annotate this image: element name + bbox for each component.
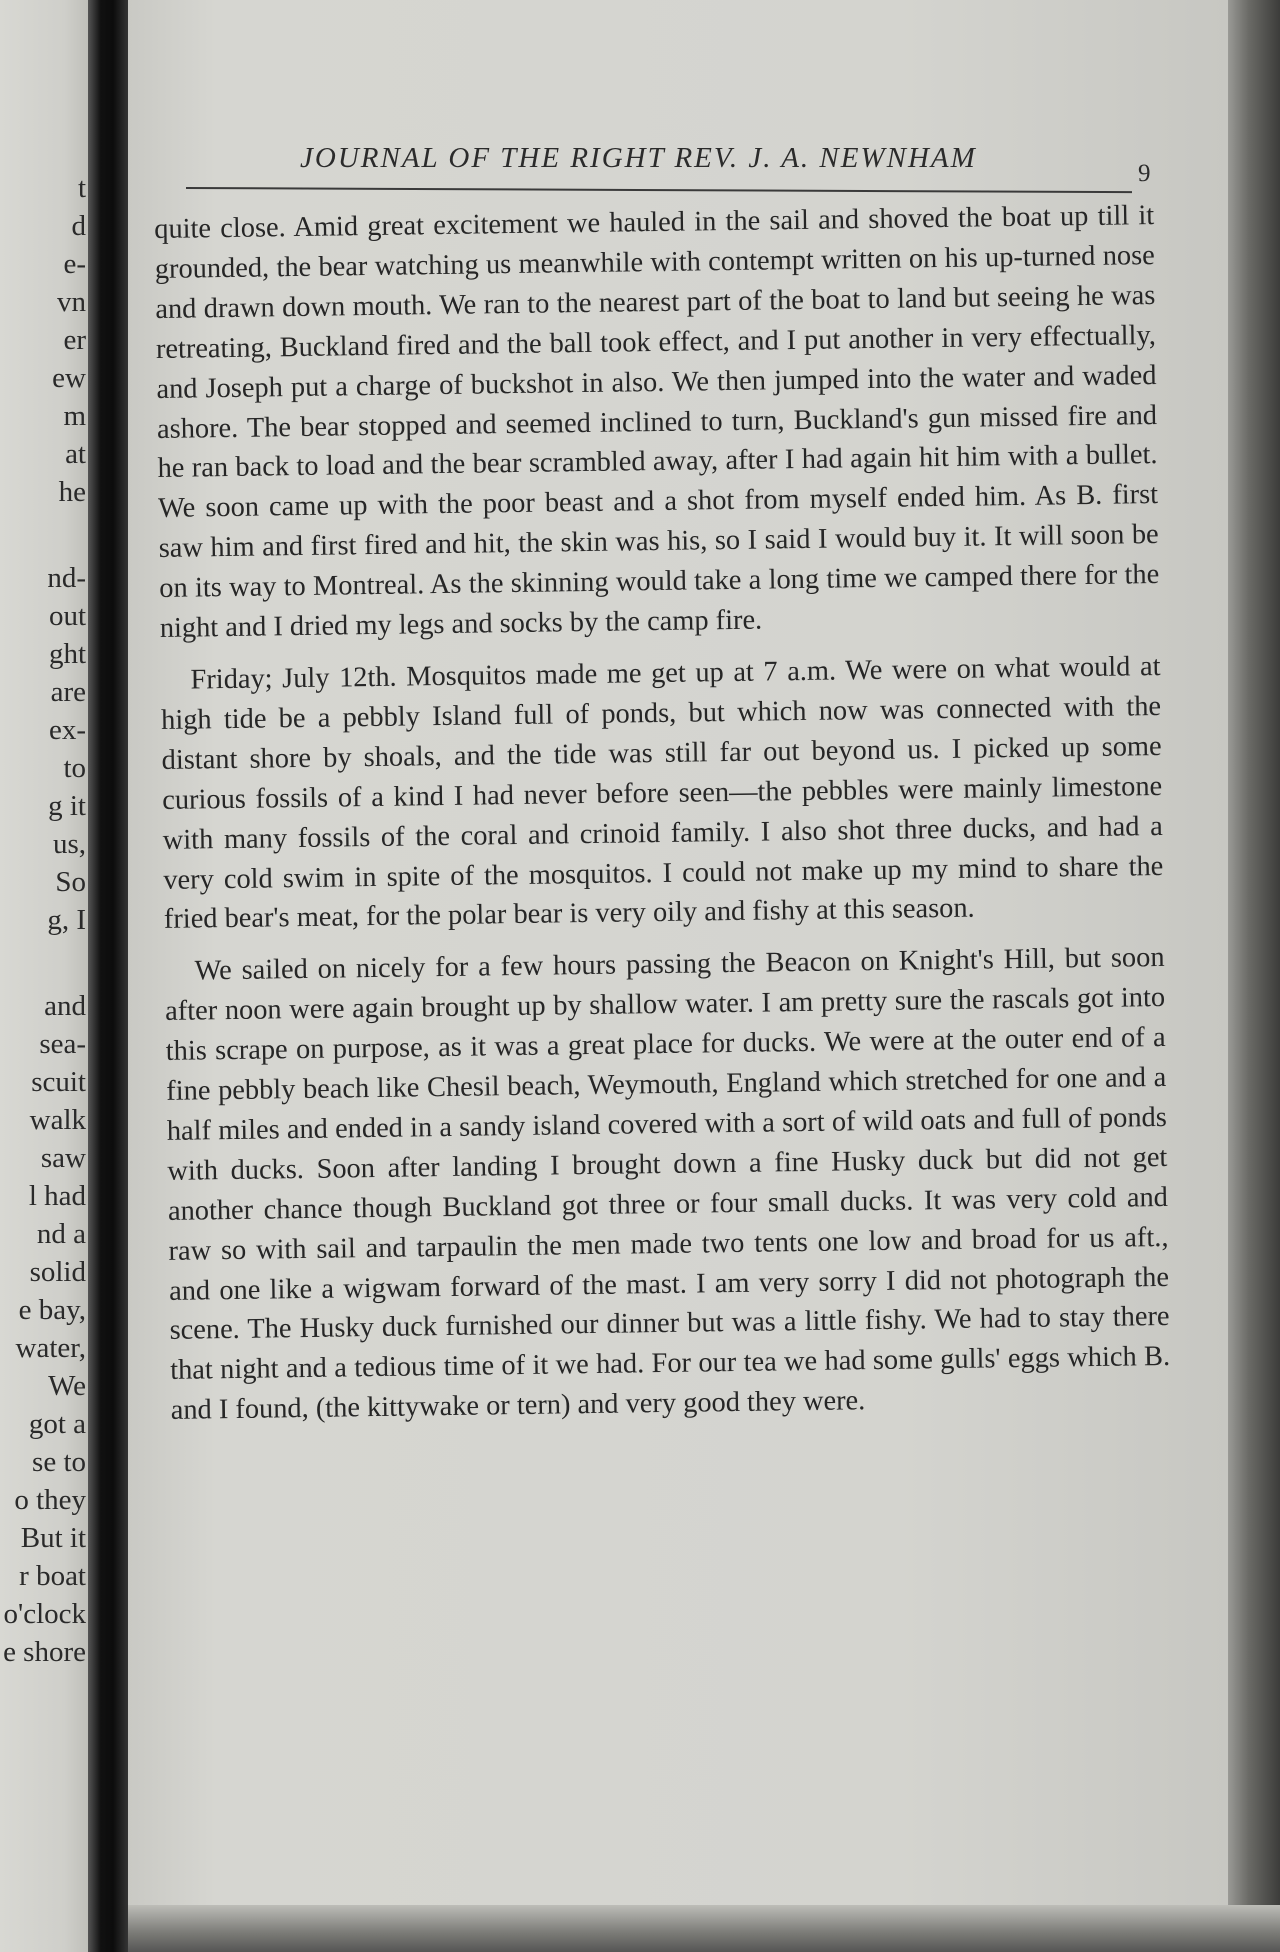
left-page-fragment: sea- [39,1028,86,1060]
left-page-fragment: scuit [31,1066,86,1098]
left-page-fragment: e- [63,248,86,280]
left-page-fragment: solid [29,1256,86,1288]
left-page-fragment: So [55,866,86,898]
paragraph: We sailed on nicely for a few hours passing the Beacon on Knight's Hill, but soon after noon were again brought up by shallow water. I am pretty sure the rascals got into this scrape on purpose, as it was a great place for ducks. We were at the outer end of a fine pebbly beach like Chesil beach, Weymouth, England which stretched for one and a half miles and ended in a sandy island covered with a sort of wild oats and full of ponds with ducks. Soon after landing I brought down a fine Husky duck but did not get another chance though Buckland got three or four small ducks. It was very cold and raw so with sail and tarpaulin the men made two tents one low and broad for us aft., and one like a wigwam forward of the mast. I am very sorry I did not photograph the scene. The Husky duck furnished our dinner but was a little fishy. We had to stay there that night and a tedious time of it we had. For our tea we had some gulls' eggs which B. and I found, (the kittywake or tern) and very good they were. [164,942,1171,1427]
left-page-fragment: saw [40,1142,86,1174]
page-bottom-edge [128,1905,1280,1952]
left-page-fragment: r boat [19,1560,86,1592]
left-page-fragment: and [44,990,86,1022]
left-page-fragment: e shore [3,1636,86,1668]
left-page-fragment: got a [28,1408,86,1440]
left-page-fragment: o'clock [3,1598,86,1630]
left-page-fragment: nd a [36,1218,86,1250]
left-page-fragment: are [50,676,86,708]
left-facing-page [0,0,92,1952]
paragraph: Friday; July 12th. Mosquitos made me get up at 7 a.m. We were on what would at high tide be a pebbly Island full of ponds, but which now was connected with the distant shore by shoals, and the tide was still far out beyond us. I picked up some curious fossils of a kind I had never before seen—the pebbles were mainly limestone with many fossils of the coral and crinoid family. I also shot three ducks, and had a very cold swim in spite of the mosquitos. I could not make up my mind to share the fried bear's meat, for the polar bear is very oily and fishy at this season. [160,650,1164,936]
left-page-fragment: ght [48,638,86,670]
left-page-fragment: ew [52,362,86,394]
page-number: 9 [1138,160,1151,187]
left-page-fragment: nd- [47,562,86,594]
left-page-fragment: l had [28,1180,86,1212]
left-page-fragment: se to [32,1446,86,1478]
left-page-fragment: t [77,172,86,204]
left-page-fragment: out [48,600,86,632]
left-page-fragment: walk [29,1104,86,1136]
paragraph: quite close. Amid great excitement we hauled in the sail and shoved the boat up till it grounded, the bear watching us meanwhile with contempt written on his up-turned nose and drawn down mouth. We ran to the nearest part of the boat to land but seeing he was retreating, Buckland fired and the ball took effect, and I put another in very effectually, and Joseph put a charge of buckshot in also. We then jumped into the water and waded ashore. The bear stopped and seemed inclined to turn, Buckland's gun missed fire and he ran back to load and the bear scrambled away, after I had again hit him with a bullet. We soon came up with the poor beast and a shot from myself ended him. As B. first saw him and first fired and hit, the skin was his, so I said I would buy it. It will soon be on its way to Montreal. As the skinning would take a long time we camped there for the night and I dried my legs and socks by the camp fire. [154,200,1160,645]
left-page-fragment: vn [57,286,86,318]
page-edge-shadow [1228,0,1280,1952]
left-page-fragment: o they [14,1484,86,1516]
left-page-fragment: d [71,210,86,242]
left-page-fragment: at [65,438,86,470]
left-page-fragment: water, [15,1332,86,1364]
left-page-fragment: g it [48,790,86,822]
left-page-fragment: g, I [47,904,86,936]
left-page-fragment: e bay, [18,1294,86,1326]
left-page-fragment: m [63,400,86,432]
left-page-fragment: er [63,324,86,356]
left-page-fragment: us, [52,828,86,860]
left-page-fragment: to [63,752,86,784]
left-page-fragment: he [58,476,86,508]
left-page-fragment: But it [20,1522,86,1554]
left-page-fragment: We [48,1370,86,1402]
book-gutter [88,0,130,1952]
left-page-fragment: ex- [48,714,86,746]
journal-text [154,196,1171,1431]
running-header: JOURNAL OF THE RIGHT REV. J. A. NEWNHAM [300,142,977,174]
